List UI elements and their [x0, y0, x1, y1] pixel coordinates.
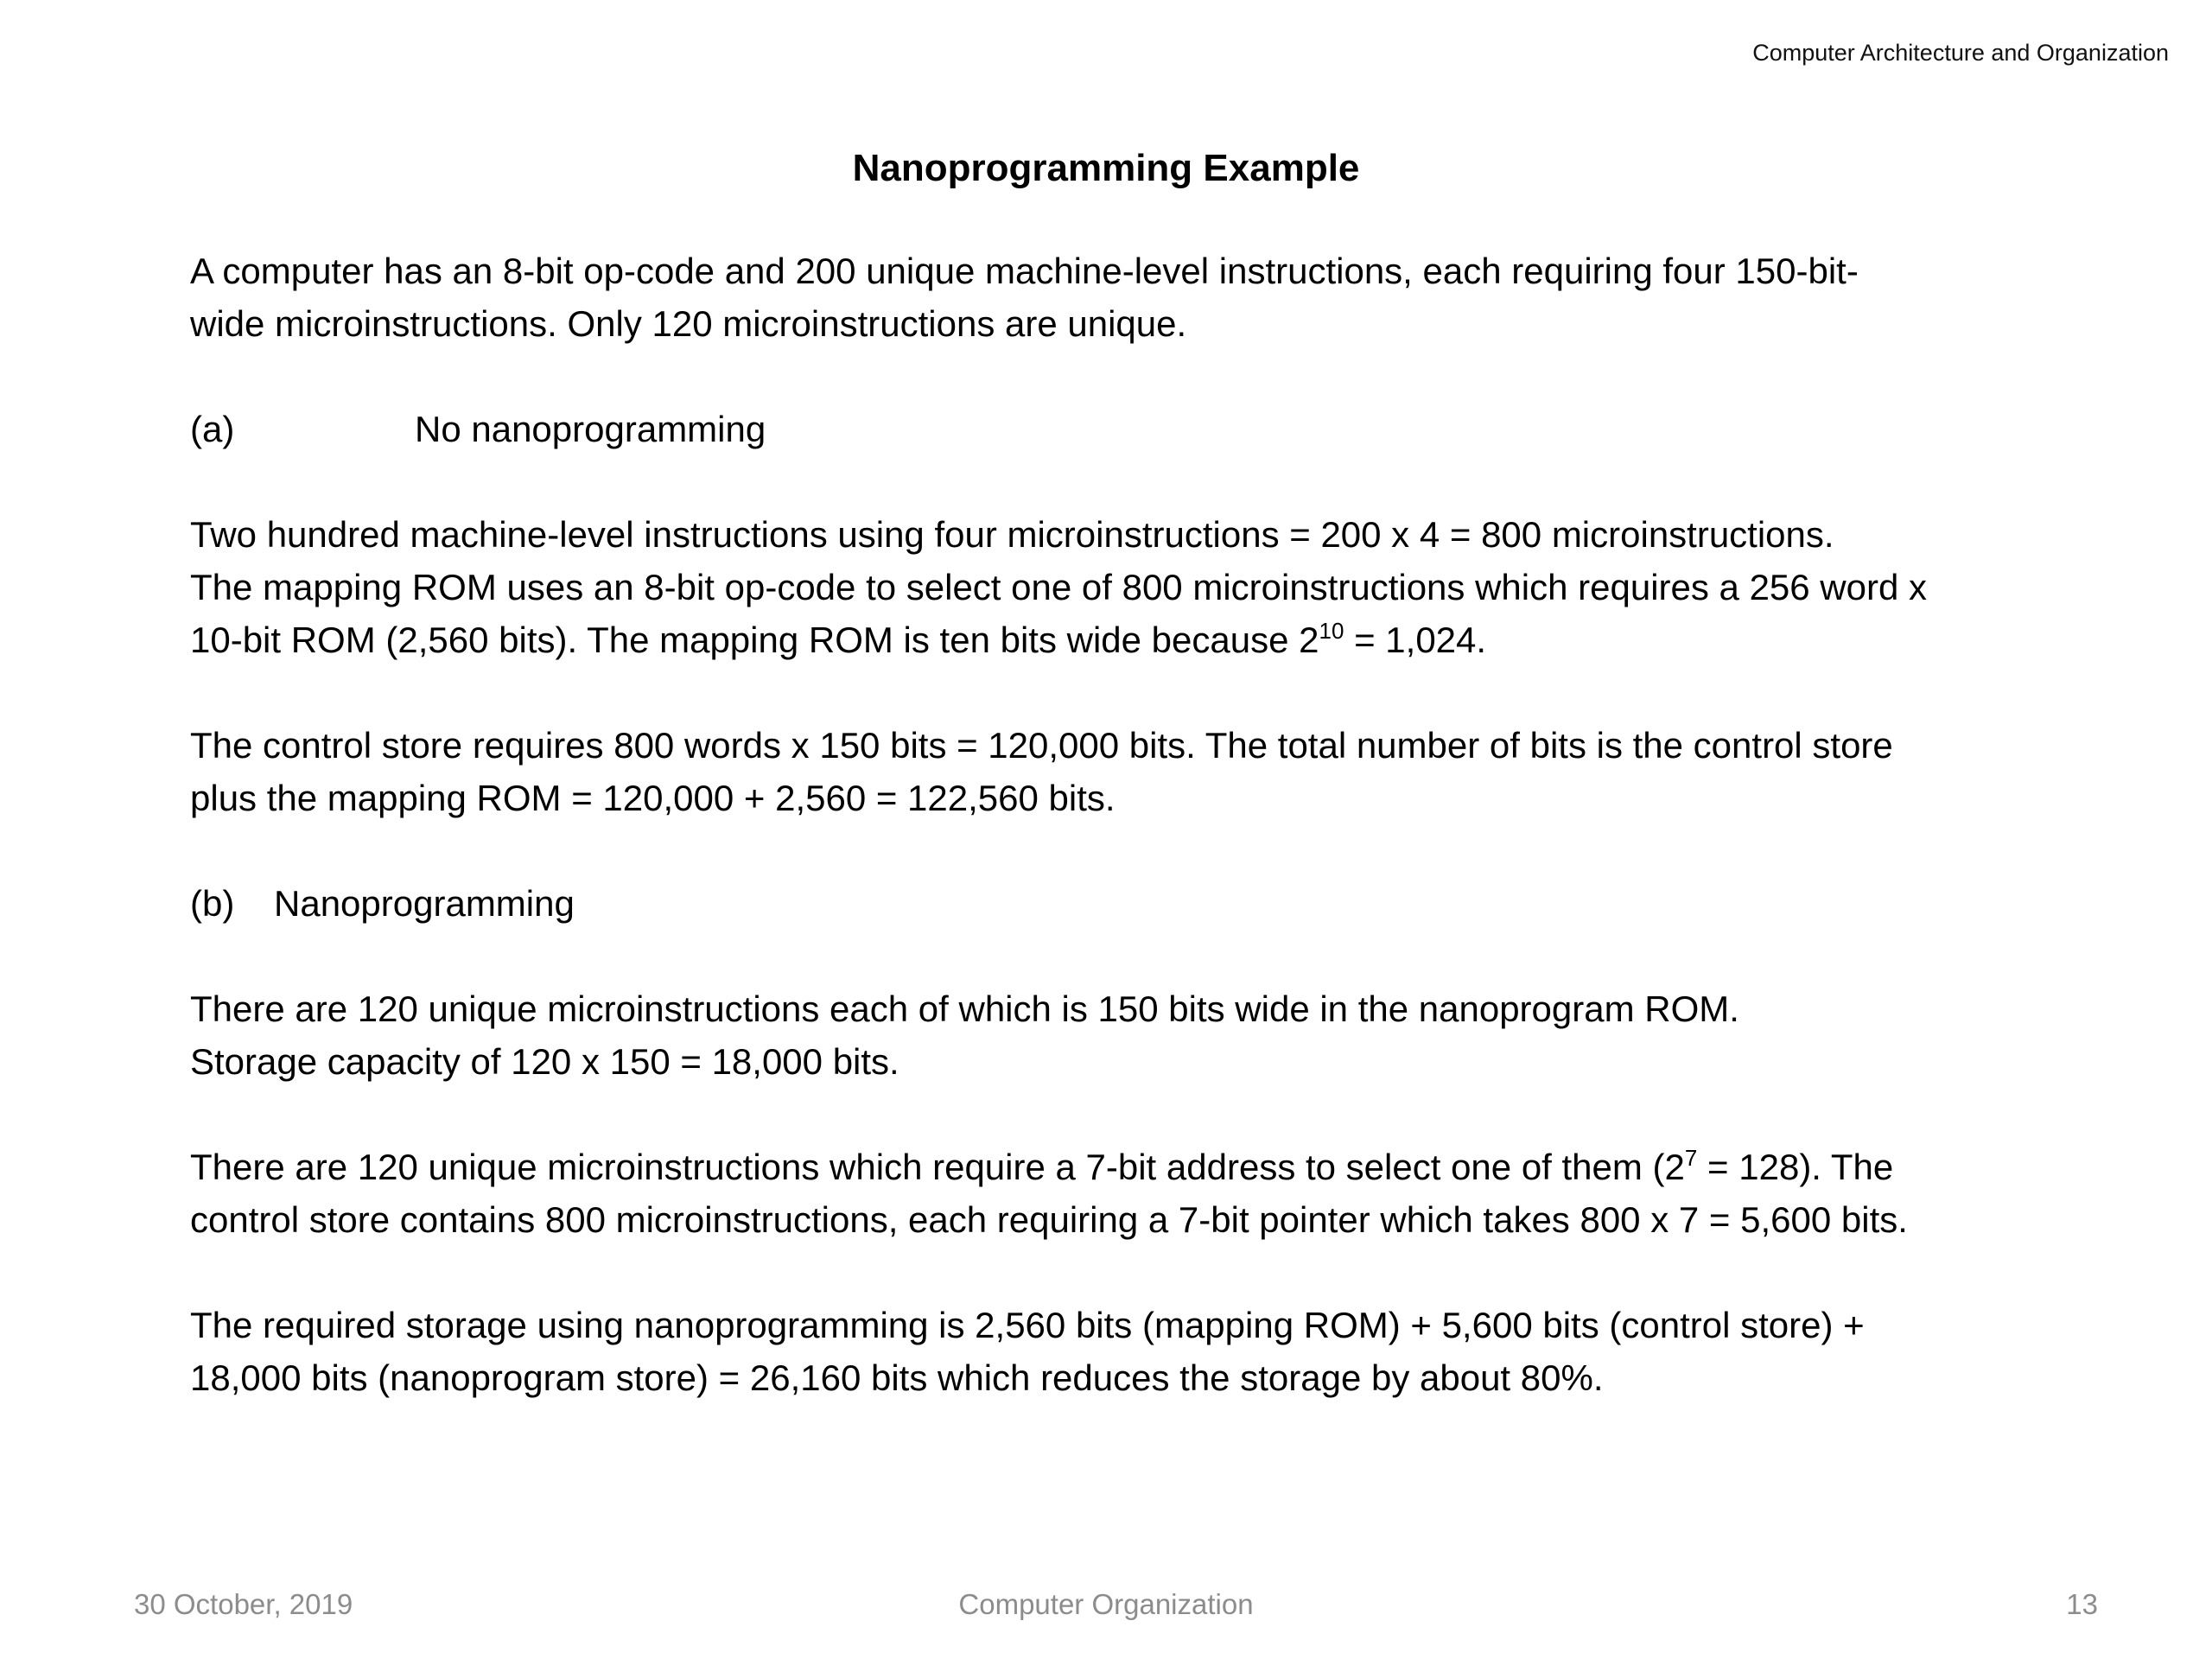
- text-line: The control store requires 800 words x 150 bits = 120,000 bits. The total number of bits is the control store: [190, 725, 1893, 766]
- header-note: Computer Architecture and Organization: [1752, 40, 2169, 66]
- text-line: plus the mapping ROM = 120,000 + 2,560 = 122,560 bits.: [190, 778, 1116, 818]
- text-fragment: There are 120 unique microinstructions which require a 7-bit address to select one of them (2: [190, 1147, 1685, 1187]
- part-b-heading: [190, 877, 2126, 930]
- text-line: [190, 613, 2126, 666]
- part-a-heading: [190, 403, 2126, 455]
- text-fragment: = 1,024.: [1344, 620, 1487, 660]
- text-line: control store contains 800 microinstructions, each requiring a 7-bit pointer which takes 800 x 7 = 5,600 bits.: [190, 1199, 1908, 1240]
- part-b-label: (b): [190, 883, 235, 924]
- part-a-paragraph-2: [190, 719, 2126, 824]
- slide-title: Nanoprogramming Example: [852, 147, 1360, 189]
- text-fragment: = 128). The: [1697, 1147, 1894, 1187]
- text-line: There are 120 unique microinstructions each of which is 150 bits wide in the nanoprogram ROM.: [190, 988, 1739, 1029]
- part-b-paragraph-3: [190, 1299, 2126, 1404]
- part-b-title: Nanoprogramming: [274, 883, 575, 924]
- part-a-label: (a): [190, 409, 235, 449]
- part-a-paragraph-1: [190, 508, 2126, 666]
- footer-date: 30 October, 2019: [134, 1588, 353, 1620]
- part-b-paragraph-1: [190, 982, 2126, 1088]
- text-line: 18,000 bits (nanoprogram store) = 26,160 bits which reduces the storage by about 80%.: [190, 1357, 1604, 1398]
- text-line: Two hundred machine-level instructions using four microinstructions = 200 x 4 = 800 microinstructions.: [190, 514, 1834, 555]
- intro-paragraph: [190, 245, 2126, 350]
- text-line: A computer has an 8-bit op-code and 200 unique machine-level instructions, each requiring four 150-bit-: [190, 251, 1859, 291]
- slide-content: [190, 245, 2126, 1457]
- text-line: The required storage using nanoprogramming is 2,560 bits (mapping ROM) + 5,600 bits (control store) +: [190, 1305, 1865, 1345]
- exponent: 10: [1319, 618, 1344, 644]
- page-number: 13: [2066, 1588, 2098, 1620]
- footer-title: Computer Organization: [958, 1588, 1254, 1620]
- text-fragment: 10-bit ROM (2,560 bits). The mapping ROM is ten bits wide because 2: [190, 620, 1319, 660]
- part-a-title: No nanoprogramming: [415, 409, 766, 449]
- exponent: 7: [1684, 1145, 1698, 1171]
- part-b-paragraph-2: [190, 1141, 2126, 1246]
- text-line: wide microinstructions. Only 120 microinstructions are unique.: [190, 303, 1187, 344]
- text-line: Storage capacity of 120 x 150 = 18,000 bits.: [190, 1041, 899, 1082]
- text-line: The mapping ROM uses an 8-bit op-code to select one of 800 microinstructions which requires a 256 word x: [190, 567, 1928, 607]
- text-line: [190, 1141, 2126, 1193]
